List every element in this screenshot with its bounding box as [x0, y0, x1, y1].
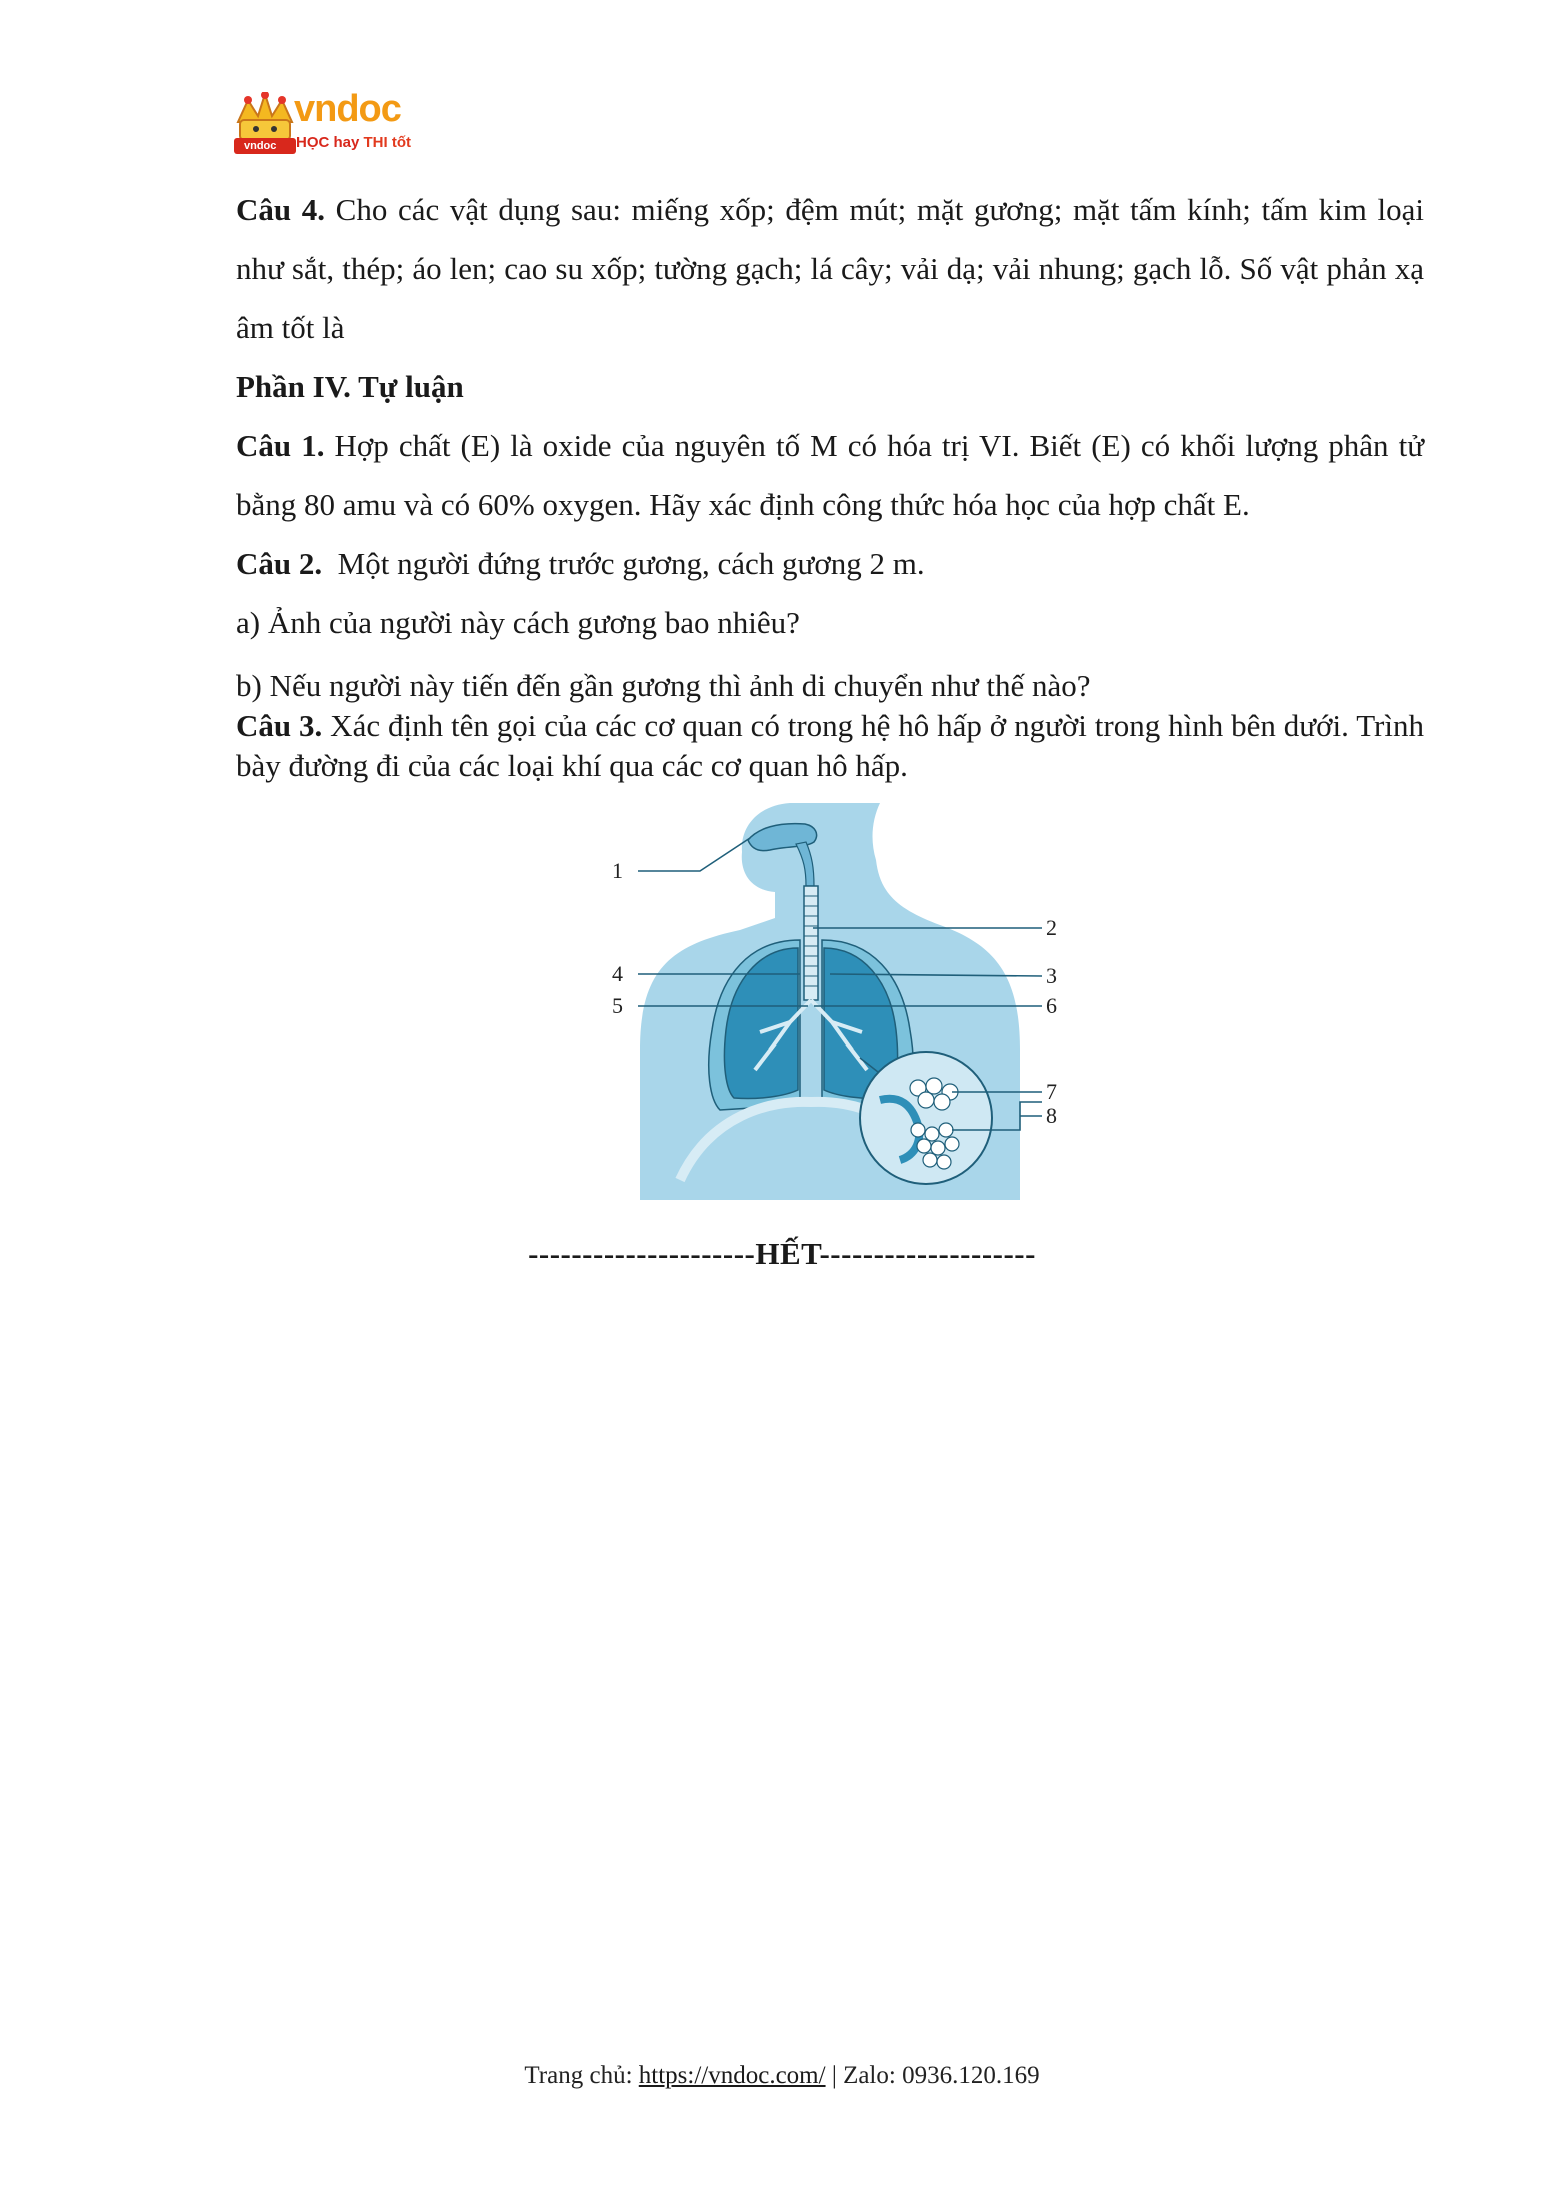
essay-question-2-part-b: b) Nếu người này tiến đến gần gương thì ảnh di chuyển như thế nào? [236, 668, 1091, 703]
essay-question-2-text: Một người đứng trước gương, cách gương 2 m. [322, 546, 925, 581]
essay-question-3-text: Xác định tên gọi của các cơ quan có trong hệ hô hấp ở người trong hình bên dưới. Trình bày đường đi của các loại khí qua các cơ quan hô hấp. [236, 708, 1424, 783]
document-content [236, 180, 1424, 786]
essay-question-2-label: Câu 2. [236, 546, 323, 581]
question-4 [236, 180, 1424, 357]
footer-prefix: Trang chủ: [524, 2062, 639, 2089]
page-footer [0, 2062, 1564, 2090]
question-4-label: Câu 4. [236, 192, 326, 227]
figure-label-7: 7 [1046, 1079, 1057, 1104]
footer-suffix: | Zalo: 0936.120.169 [825, 2062, 1040, 2089]
essay-question-3-label: Câu 3. [236, 708, 323, 743]
essay-question-1 [236, 416, 1424, 534]
vndoc-logo[interactable] [234, 88, 434, 160]
figure-label-3: 3 [1046, 963, 1057, 988]
figure-label-4: 4 [612, 961, 623, 986]
logo-slogan-accent: THI tốt [363, 134, 411, 151]
trachea [804, 886, 818, 1000]
essay-question-2-part-a: a) Ảnh của người này cách gương bao nhiêu? [236, 605, 800, 640]
logo-slogan [296, 134, 411, 151]
logo-brand-text: vndoc [294, 88, 401, 130]
figure-label-6: 6 [1046, 993, 1057, 1018]
figure-label-2: 2 [1046, 915, 1057, 940]
figure-label-5: 5 [612, 993, 623, 1018]
end-marker: ---------------------HẾT-------------------- [528, 1236, 1036, 1271]
figure-label-1: 1 [612, 858, 623, 883]
essay-question-2 [236, 534, 1424, 593]
figure-label-8: 8 [1046, 1103, 1057, 1128]
section-title: Phần IV. Tự luận [236, 369, 464, 404]
respiratory-system-figure [600, 800, 1060, 1200]
essay-question-1-text: Hợp chất (E) là oxide của nguyên tố M có hóa trị VI. Biết (E) có khối lượng phân tử bằng 80 amu và có 60% oxygen. Hãy xác định công thức hóa học của hợp chất E. [236, 428, 1424, 522]
logo-slogan-prefix: HỌC hay [296, 134, 364, 151]
question-4-text: Cho các vật dụng sau: miếng xốp; đệm mút; mặt gương; mặt tấm kính; tấm kim loại như sắt, thép; áo len; cao su xốp; tường gạch; lá cây; vải dạ; vải nhung; gạch lỗ. Số vật phản xạ âm tốt là [236, 192, 1424, 345]
essay-question-3 [236, 706, 1424, 786]
footer-homepage-link[interactable]: https://vndoc.com/ [638, 2062, 826, 2089]
essay-question-1-label: Câu 1. [236, 428, 325, 463]
logo-badge-text: vndoc [244, 140, 277, 152]
respiratory-system-diagram [600, 800, 1060, 1200]
